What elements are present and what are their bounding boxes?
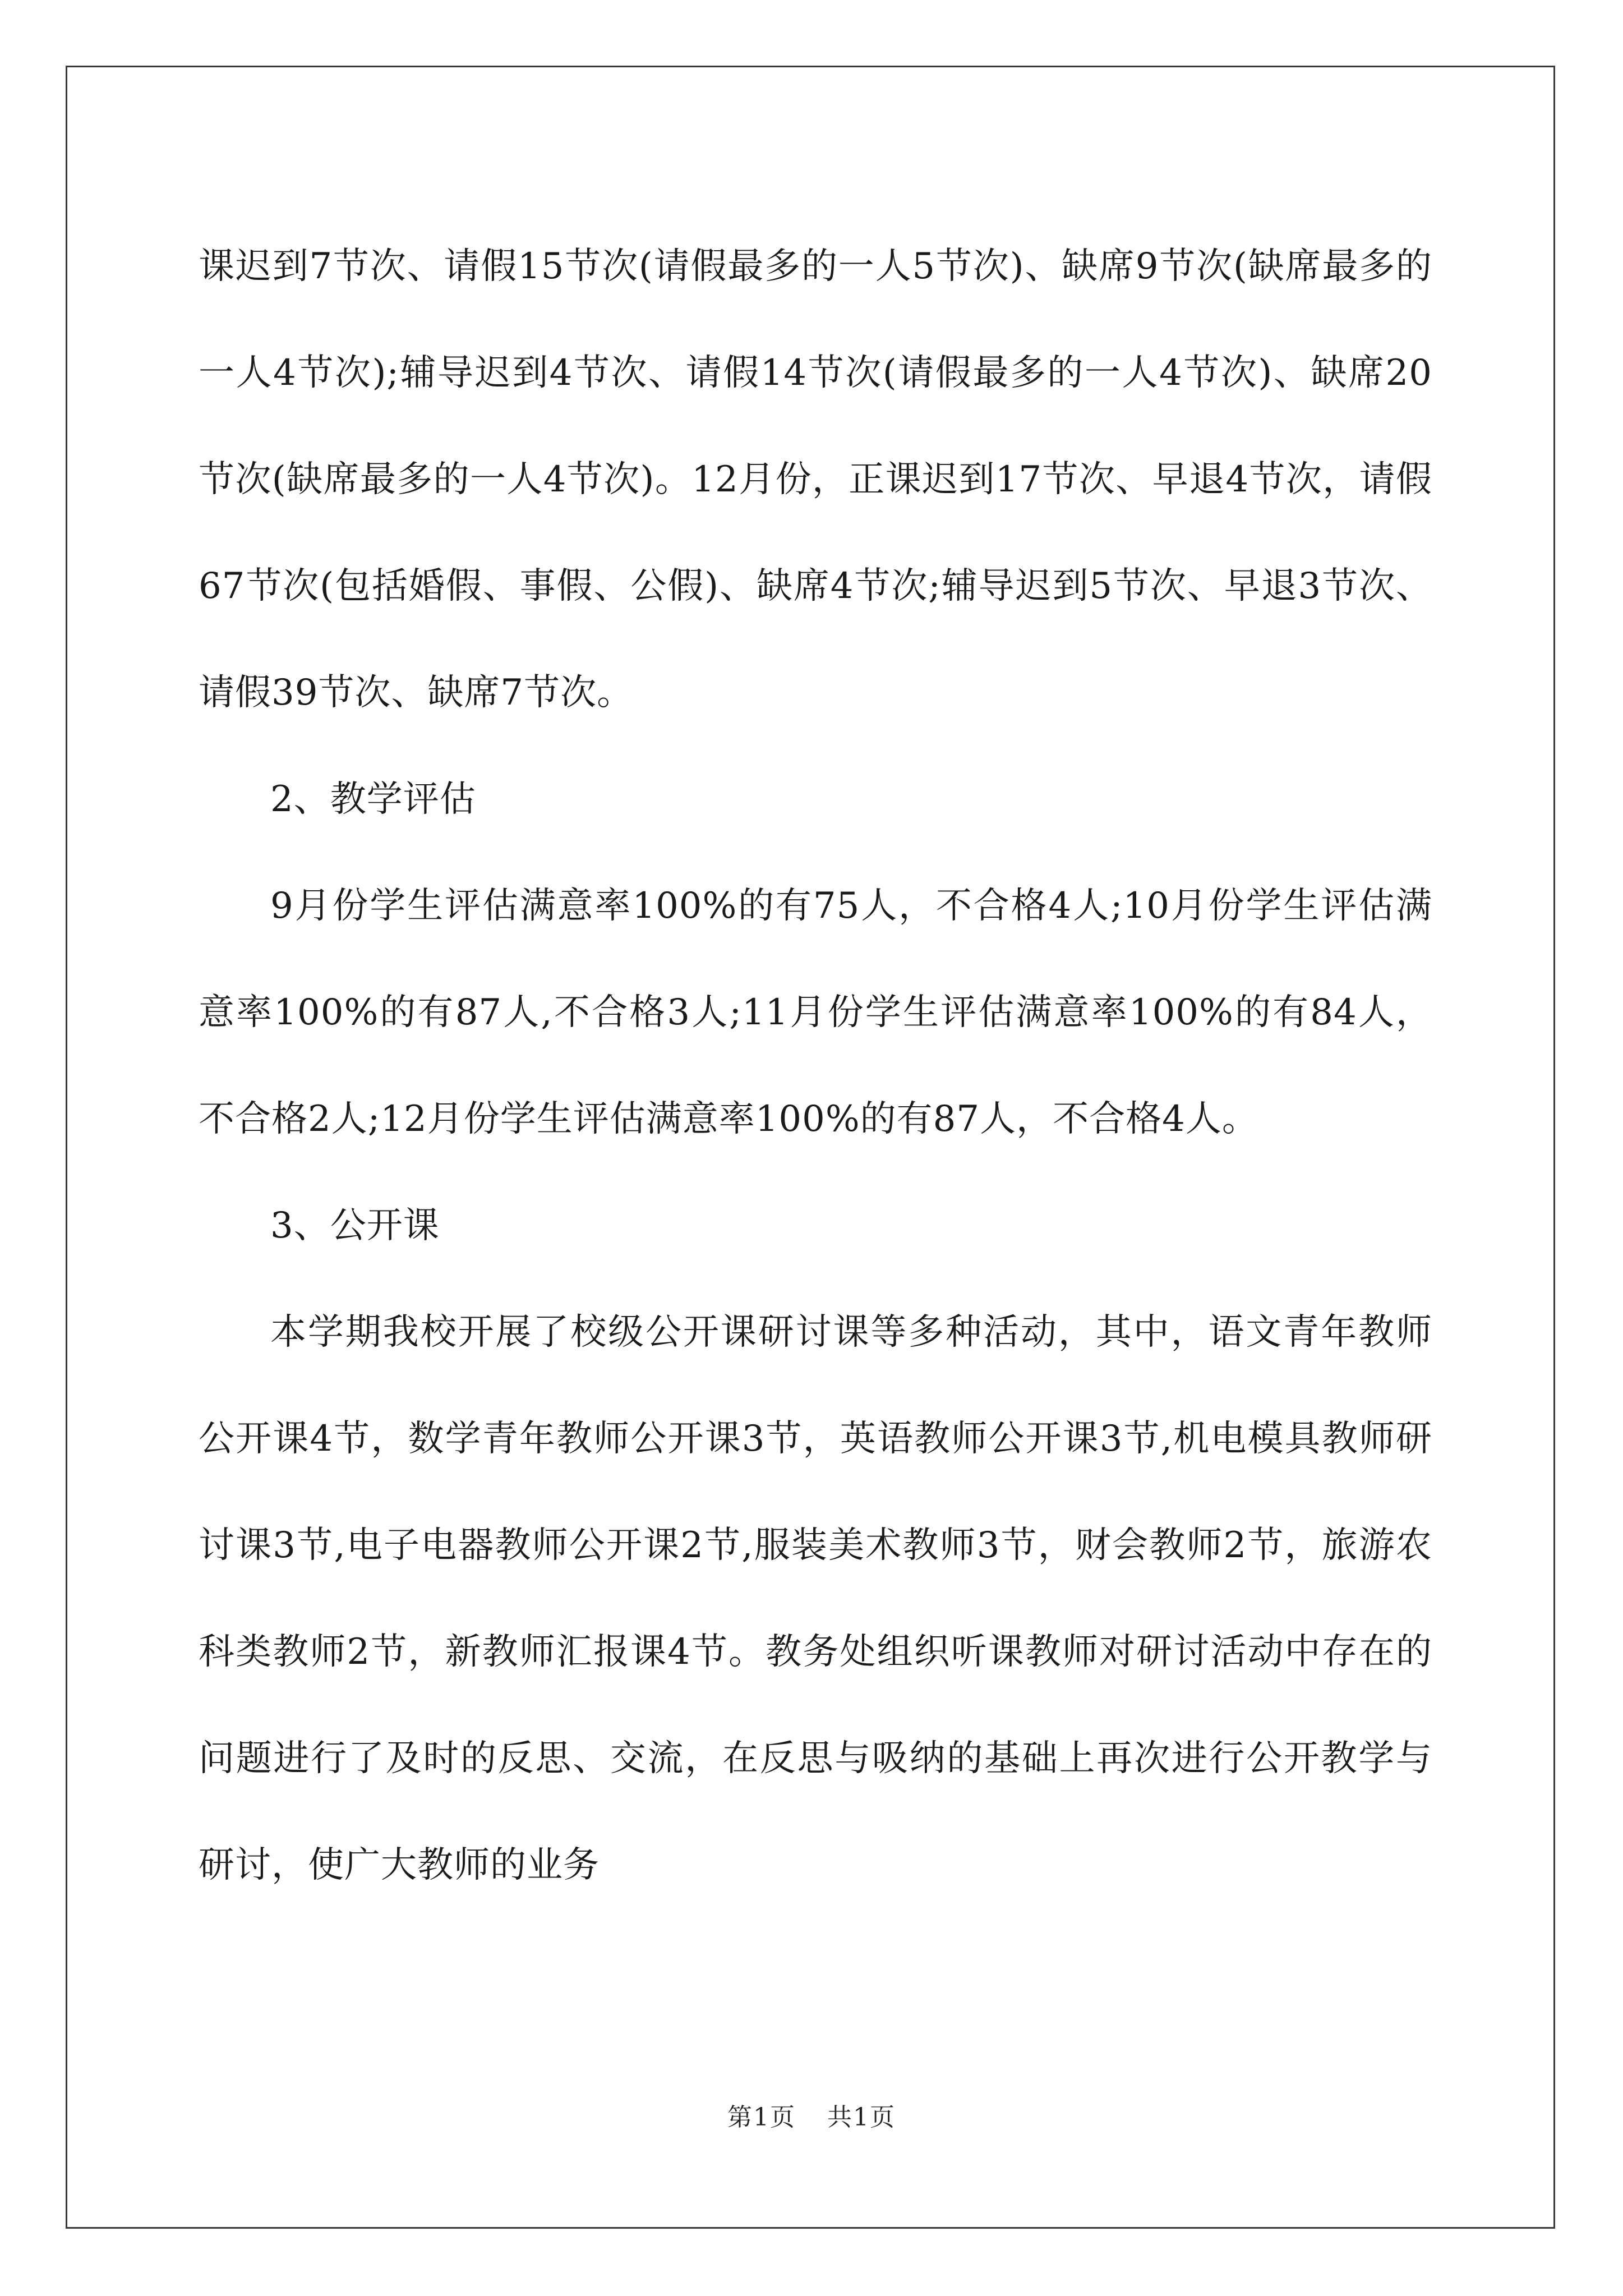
page-footer xyxy=(0,2097,1623,2133)
document-body xyxy=(199,213,1432,1918)
paragraph-open-class: 本学期我校开展了校级公开课研讨课等多种活动，其中，语文青年教师公开课4节，数学青年教师公开课3节，英语教师公开课3节,机电模具教师研讨课3节,电子电器教师公开课2节,服装美术教师3节，财会教师2节，旅游农科类教师2节，新教师汇报课4节。教务处组织听课教师对研讨活动中存在的问题进行了及时的反思、交流，在反思与吸纳的基础上再次进行公开教学与研讨，使广大教师的业务 xyxy=(199,1312,1432,1886)
heading-open-class: 3、公开课 xyxy=(270,1205,440,1246)
page-number: 第1页 xyxy=(727,2103,796,2132)
paragraph-attendance: 课迟到7节次、请假15节次(请假最多的一人5节次)、缺席9节次(缺席最多的一人4节次);辅导迟到4节次、请假14节次(请假最多的一人4节次)、缺席20节次(缺席最多的一人4节次)。12月份，正课迟到17节次、早退4节次，请假67节次(包括婚假、事假、公假)、缺席4节次;辅导迟到5节次、早退3节次、请假39节次、缺席7节次。 xyxy=(199,246,1432,714)
paragraph-evaluation: 9月份学生评估满意率100%的有75人，不合格4人;10月份学生评估满意率100%的有87人,不合格3人;11月份学生评估满意率100%的有84人，不合格2人;12月份学生评估满意率100%的有87人，不合格4人。 xyxy=(199,885,1432,1140)
page-total: 共1页 xyxy=(827,2103,896,2132)
heading-teaching-evaluation: 2、教学评估 xyxy=(270,779,476,820)
